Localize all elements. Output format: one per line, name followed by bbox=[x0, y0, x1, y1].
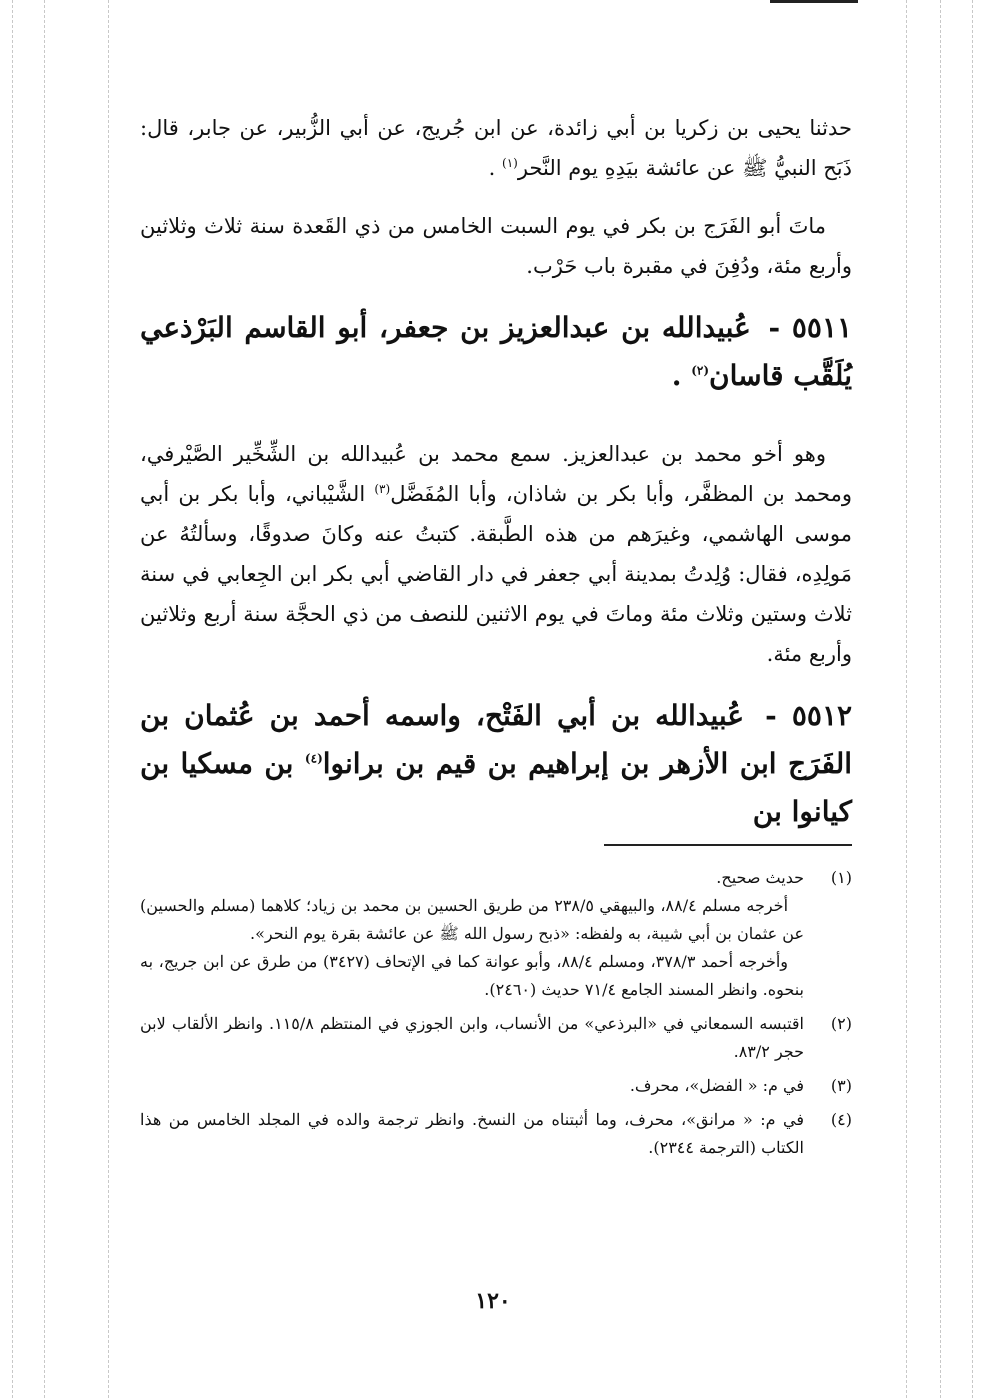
footnote-number: (٢) bbox=[830, 1014, 852, 1033]
footnote-number: (٣) bbox=[830, 1076, 852, 1095]
entry-title: عُبيدالله بن عبدالعزيز بن جعفر، أبو القاسم البَرْذعي يُلَقَّب قاسان bbox=[140, 311, 852, 392]
footnote-3 bbox=[140, 1072, 852, 1100]
entry-title-continued: بن مسكيا بن كيانوا بن bbox=[140, 747, 852, 828]
footnote-line: في م: « الفضل»، محرف. bbox=[629, 1076, 804, 1095]
scan-artifact-line bbox=[44, 0, 45, 1398]
hadith-paragraph bbox=[140, 108, 852, 188]
top-edge-rule bbox=[770, 0, 858, 3]
scan-artifact-line bbox=[940, 0, 941, 1398]
footnote-ref-3[interactable]: (٣) bbox=[374, 482, 391, 496]
entry-title: عُبيدالله بن أبي الفَتْح، واسمه أحمد بن عُثمان بن الفَرَج ابن الأزهر بن إبراهيم بن قيم بن برانوا bbox=[140, 699, 853, 780]
scan-artifact-line bbox=[12, 0, 13, 1398]
paragraph-text: الشَّيْباني، وأبا بكر بن أبي موسى الهاشمي، وغيرَهم من هذه الطَّبقة. كتبتُ عنه وكانَ صدوقًا، وسألتُهُ عن مَولِدِه، فقال: وُلِدتُ بمدينة أبي جعفر في دار القاضي أبي بكر ابن الجِعابي في سنة ثلاث وستين وثلاث مئة وماتَ في يوم الاثنين للنصف من ذي الحجَّة سنة أربع وثلاثين وأربع مئة. bbox=[140, 482, 852, 666]
footnote-2 bbox=[140, 1010, 852, 1066]
entry-heading-5511 bbox=[140, 304, 852, 400]
footnote-body bbox=[140, 864, 804, 1004]
footnote-body bbox=[140, 1106, 804, 1162]
footnote-line: في م: « مرانق»، محرف، وما أثبتناه من النسخ. وانظر ترجمة والده في المجلد الخامس من هذا الكتاب (الترجمة ٢٣٤٤). bbox=[140, 1110, 804, 1157]
biography-paragraph bbox=[140, 434, 852, 674]
footnote-line: وأخرجه أحمد ٣٧٨/٣، ومسلم ٨٨/٤، وأبو عوانة كما في الإتحاف (٣٤٢٧) من طرق عن ابن جريج، به بنحوه. وانظر المسند الجامع ٧١/٤ حديث (٢٤٦٠). bbox=[140, 952, 804, 999]
footnote-line: حديث صحيح. bbox=[716, 868, 804, 887]
footnote-4 bbox=[140, 1106, 852, 1162]
page-body bbox=[140, 108, 852, 1168]
paragraph-text: ماتَ أبو الفَرَج بن بكر في يوم السبت الخامس من ذي القَعدة سنة ثلاث وثلاثين وأربع مئة، ودُفِنَ في مقبرة باب حَرْب. bbox=[140, 214, 852, 278]
entry-heading-5512 bbox=[140, 692, 852, 836]
footnote-number: (١) bbox=[830, 868, 852, 887]
footnote-line: أخرجه مسلم ٨٨/٤، والبيهقي ٢٣٨/٥ من طريق الحسين بن محمد بن زياد؛ كلاهما (مسلم والحسين) عن عثمان بن أبي شيبة، به ولفظه: «ذبح رسول الله ﷺ عن عائشة بقرة يوم النحر». bbox=[140, 896, 804, 943]
footnote-ref-4[interactable]: (٤) bbox=[304, 751, 323, 766]
paragraph-end-dot: . bbox=[488, 156, 496, 180]
footnotes-section bbox=[140, 864, 852, 1162]
entry-number: ٥٥١١ - bbox=[768, 311, 853, 344]
footnote-body bbox=[140, 1072, 804, 1100]
paragraph-text: وهو أخو محمد بن عبدالعزيز. سمع محمد بن عُبيدالله بن الشِّخِّير الصَّيْرفي، ومحمد بن المظفَّر، وأبا بكر بن شاذان، وأبا المُفَضَّل bbox=[140, 442, 852, 506]
entry-number: ٥٥١٢ - bbox=[765, 699, 853, 732]
footnote-separator bbox=[604, 844, 852, 846]
footnote-body bbox=[140, 1010, 804, 1066]
page-number: ١٢٠ bbox=[475, 1288, 511, 1314]
paragraph-text: حدثنا يحيى بن زكريا بن أبي زائدة، عن ابن جُريج، عن أبي الزُّبير، عن جابر، قال: ذَبَح النبيُّ ﷺ عن عائشة بيَدِهِ يوم النَّحر bbox=[140, 116, 852, 180]
footnote-line: اقتبسه السمعاني في «البرذعي» من الأنساب، وابن الجوزي في المنتظم ١١٥/٨. وانظر الألقاب لابن حجر ٨٣/٢. bbox=[140, 1014, 805, 1061]
footnote-1 bbox=[140, 864, 852, 1004]
entry-end-dot: . bbox=[671, 359, 682, 392]
scan-artifact-line bbox=[906, 0, 907, 1398]
footnote-ref-1[interactable]: (١) bbox=[502, 156, 518, 170]
scan-artifact-line bbox=[972, 0, 973, 1398]
footnote-number: (٤) bbox=[830, 1110, 852, 1129]
death-paragraph bbox=[140, 206, 852, 286]
scan-artifact-line bbox=[108, 0, 109, 1398]
footnote-ref-2[interactable]: (٢) bbox=[691, 363, 710, 378]
